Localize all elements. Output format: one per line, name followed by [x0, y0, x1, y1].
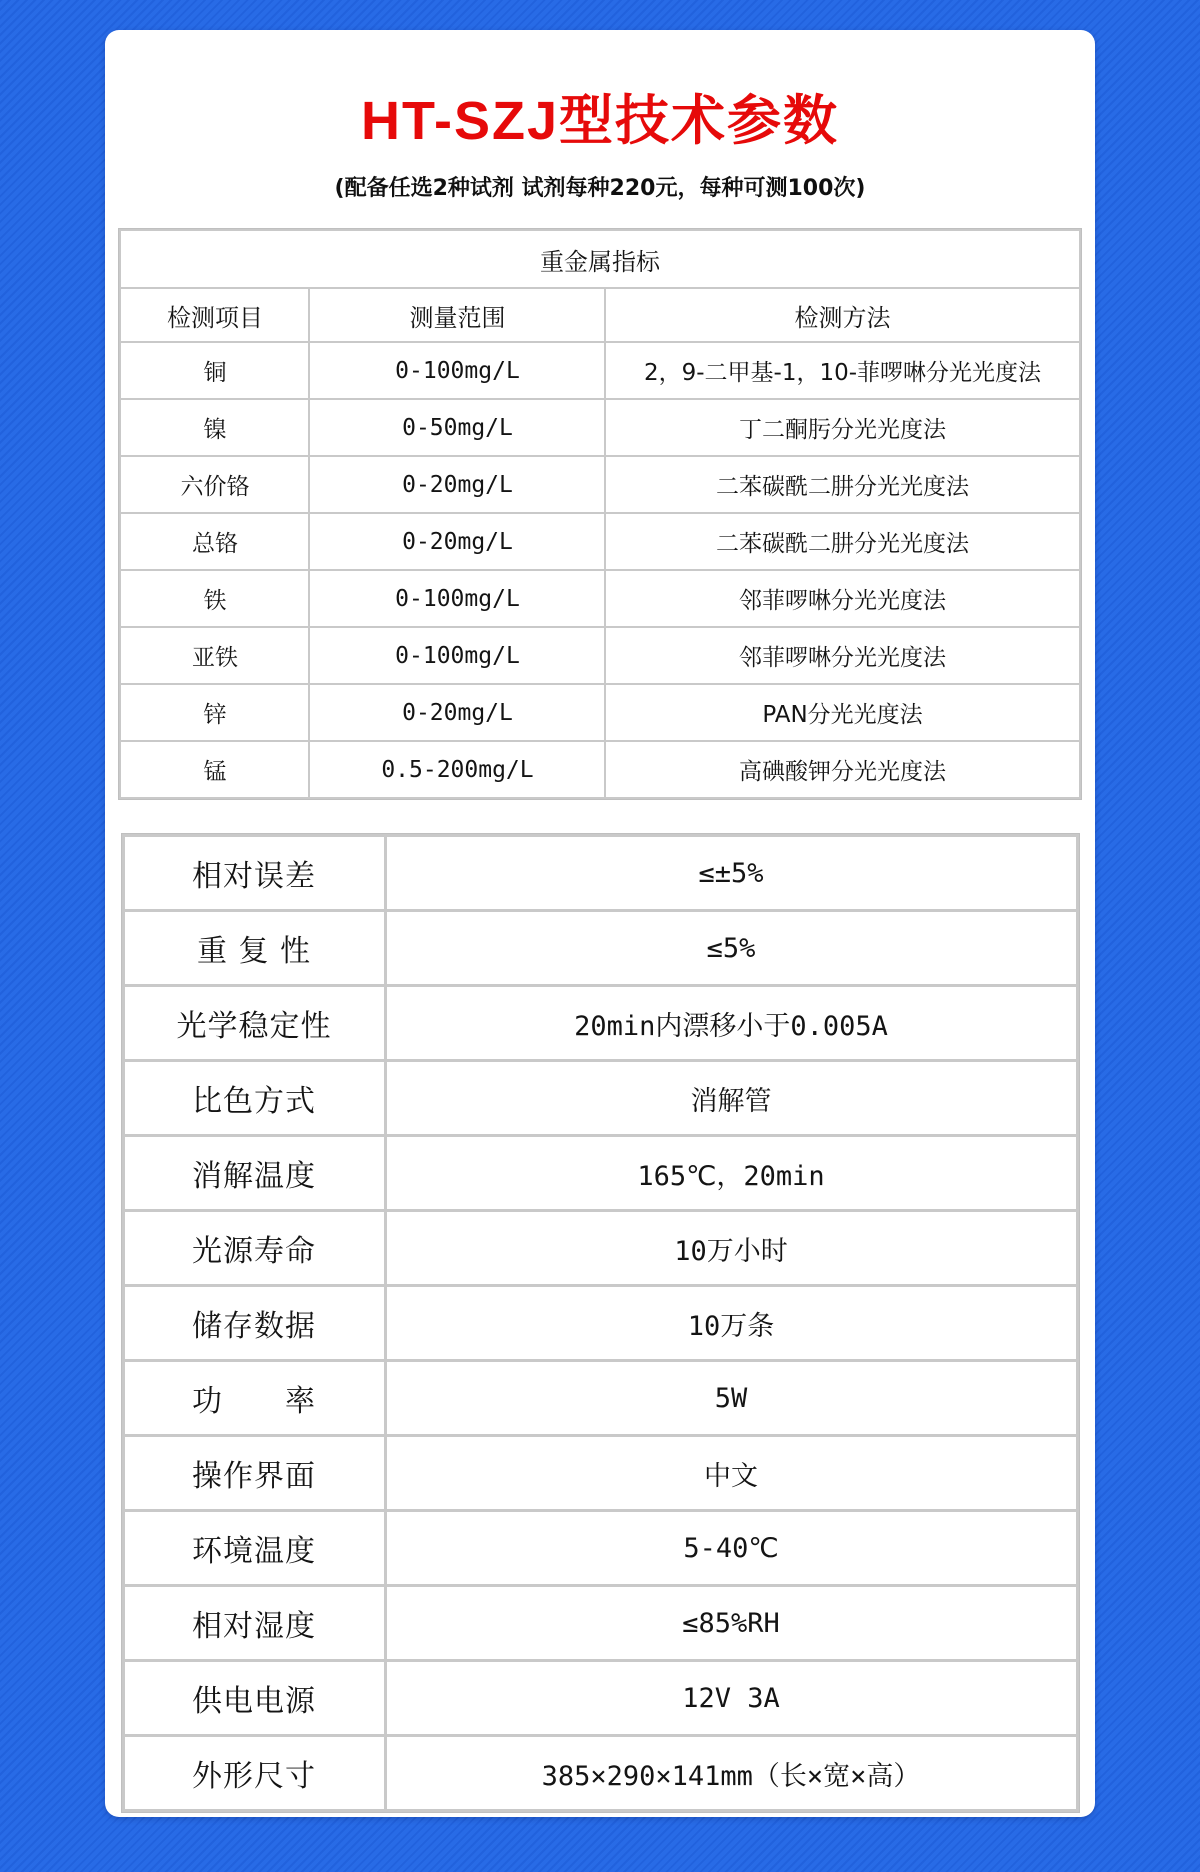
spec-row: [125, 1062, 1076, 1134]
spec-label-cell: 供电电源: [125, 1662, 384, 1734]
table-row: [121, 457, 1078, 512]
table-row: [121, 514, 1078, 569]
metal-name-cell: 镍: [121, 400, 308, 455]
spec-value-cell: 10万条: [387, 1287, 1076, 1359]
metal-method-cell: 二苯碳酰二肼分光光度法: [606, 457, 1078, 512]
metal-range-cell: 0-20mg/L: [310, 514, 604, 569]
spec-label-cell: 光源寿命: [125, 1212, 384, 1284]
spec-value-cell: ≤±5%: [387, 837, 1076, 909]
metals-table: [118, 228, 1081, 800]
metal-method-cell: 丁二酮肟分光光度法: [606, 400, 1078, 455]
metal-name-cell: 铜: [121, 343, 308, 398]
metal-name-cell: 锰: [121, 742, 308, 797]
metal-method-cell: PAN分光光度法: [606, 685, 1078, 740]
spec-value-cell: 5W: [387, 1362, 1076, 1434]
table-row: [121, 571, 1078, 626]
spec-value-cell: 消解管: [387, 1062, 1076, 1134]
table-row: [121, 400, 1078, 455]
spec-row: [125, 1737, 1076, 1809]
table-row: [121, 343, 1078, 398]
spec-value-cell: 12V 3A: [387, 1662, 1076, 1734]
metal-range-cell: 0-20mg/L: [310, 457, 604, 512]
spec-row: [125, 1662, 1076, 1734]
spec-label-cell: 比色方式: [125, 1062, 384, 1134]
spec-value-cell: 10万小时: [387, 1212, 1076, 1284]
spec-label-cell: 操作界面: [125, 1437, 384, 1509]
metal-range-cell: 0-100mg/L: [310, 571, 604, 626]
col-header-item: 检测项目: [121, 289, 308, 341]
metal-name-cell: 六价铬: [121, 457, 308, 512]
spec-value-cell: 5-40℃: [387, 1512, 1076, 1584]
metal-name-cell: 亚铁: [121, 628, 308, 683]
spec-row: [125, 1137, 1076, 1209]
table-row: [121, 685, 1078, 740]
metal-range-cell: 0-20mg/L: [310, 685, 604, 740]
spec-row: [125, 1362, 1076, 1434]
spec-value-cell: ≤85%RH: [387, 1587, 1076, 1659]
col-header-range: 测量范围: [310, 289, 604, 341]
spec-row: [125, 912, 1076, 984]
metal-range-cell: 0-50mg/L: [310, 400, 604, 455]
spec-label-cell: 储存数据: [125, 1287, 384, 1359]
metal-range-cell: 0-100mg/L: [310, 343, 604, 398]
spec-value-cell: 20min内漂移小于0.005A: [387, 987, 1076, 1059]
page-subtitle: (配备任选2种试剂 试剂每种220元，每种可测100次): [334, 176, 866, 201]
col-header-method: 检测方法: [606, 289, 1078, 341]
spec-value-cell: 中文: [387, 1437, 1076, 1509]
specs-table: [121, 833, 1080, 1813]
spec-label-cell: 相对误差: [125, 837, 384, 909]
metals-caption-row: [121, 231, 1078, 287]
metal-range-cell: 0.5-200mg/L: [310, 742, 604, 797]
table-row: [121, 628, 1078, 683]
spec-card: [105, 30, 1095, 1817]
metals-header-row: [121, 289, 1078, 341]
spec-row: [125, 1587, 1076, 1659]
spec-row: [125, 837, 1076, 909]
spec-label-cell: 相对湿度: [125, 1587, 384, 1659]
spec-row: [125, 987, 1076, 1059]
spec-row: [125, 1437, 1076, 1509]
spec-value-cell: ≤5%: [387, 912, 1076, 984]
spec-label-cell: 外形尺寸: [125, 1737, 384, 1809]
spec-row: [125, 1512, 1076, 1584]
page-title: HT-SZJ型技术参数: [360, 91, 840, 151]
metal-method-cell: 二苯碳酰二肼分光光度法: [606, 514, 1078, 569]
spec-row: [125, 1287, 1076, 1359]
spec-label-cell: 消解温度: [125, 1137, 384, 1209]
spec-value-cell: 385×290×141mm（长×宽×高）: [387, 1737, 1076, 1809]
metal-method-cell: 邻菲啰啉分光光度法: [606, 628, 1078, 683]
spec-row: [125, 1212, 1076, 1284]
metal-name-cell: 铁: [121, 571, 308, 626]
spec-label-cell: 环境温度: [125, 1512, 384, 1584]
spec-label-cell: 功 率: [125, 1362, 384, 1434]
metal-method-cell: 2，9-二甲基-1，10-菲啰啉分光光度法: [606, 343, 1078, 398]
metal-method-cell: 高碘酸钾分光光度法: [606, 742, 1078, 797]
spec-label-cell: 重 复 性: [125, 912, 384, 984]
metals-caption: 重金属指标: [121, 231, 1078, 287]
metal-name-cell: 锌: [121, 685, 308, 740]
metal-method-cell: 邻菲啰啉分光光度法: [606, 571, 1078, 626]
spec-value-cell: 165℃，20min: [387, 1137, 1076, 1209]
metal-range-cell: 0-100mg/L: [310, 628, 604, 683]
spec-label-cell: 光学稳定性: [125, 987, 384, 1059]
metal-name-cell: 总铬: [121, 514, 308, 569]
table-row: [121, 742, 1078, 797]
